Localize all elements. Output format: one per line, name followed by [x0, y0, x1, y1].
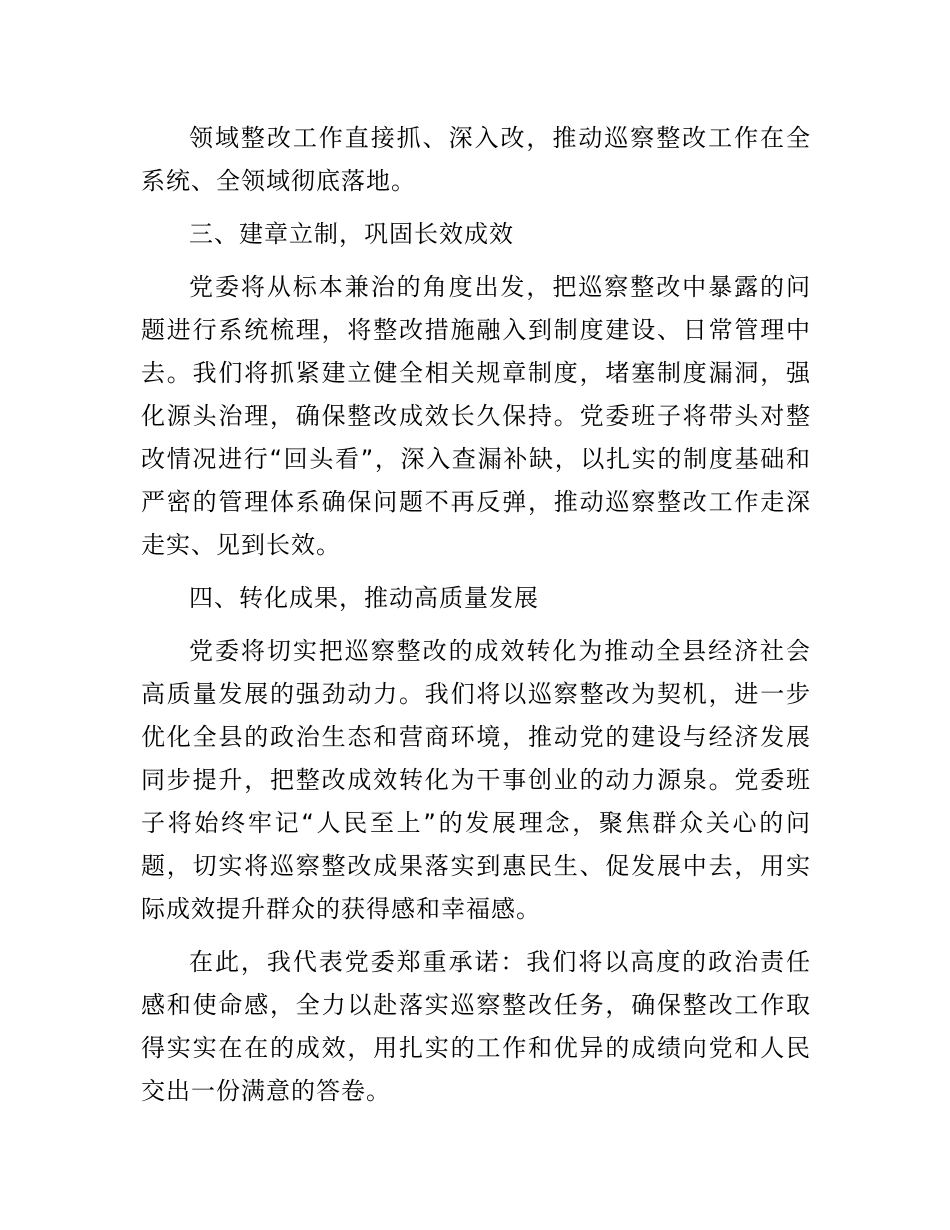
section-heading-3: 三、建章立制，巩固长效成效	[189, 220, 514, 248]
document-body	[141, 117, 811, 1113]
paragraph-commitment: 在此，我代表党委郑重承诺：我们将以高度的政治责任感和使命感，全力以赴落实巡察整改任务，确保整改工作取得实实在在的成效，用扎实的工作和优异的成绩向党和人民交出一份满意的答卷。	[141, 948, 811, 1105]
paragraph-section-4: 党委将切实把巡察整改的成效转化为推动全县经济社会高质量发展的强劲动力。我们将以巡察整改为契机，进一步优化全县的政治生态和营商环境，推动党的建设与经济发展同步提升，把整改成效转化为干事创业的动力源泉。党委班子将始终牢记“人民至上”的发展理念，聚焦群众关心的问题，切实将巡察整改成果落实到惠民生、促发展中去，用实际成效提升群众的获得感和幸福感。	[141, 637, 811, 923]
paragraph-continuation: 领域整改工作直接抓、深入改，推动巡察整改工作在全系统、全领域彻底落地。	[141, 124, 811, 195]
paragraph-section-3: 党委将从标本兼治的角度出发，把巡察整改中暴露的问题进行系统梳理，将整改措施融入到制度建设、日常管理中去。我们将抓紧建立健全相关规章制度，堵塞制度漏洞，强化源头治理，确保整改成效长久保持。党委班子将带头对整改情况进行“回头看”，深入查漏补缺，以扎实的制度基础和严密的管理体系确保问题不再反弹，推动巡察整改工作走深走实、见到长效。	[141, 273, 811, 559]
section-heading-4: 四、转化成果，推动高质量发展	[189, 584, 539, 612]
